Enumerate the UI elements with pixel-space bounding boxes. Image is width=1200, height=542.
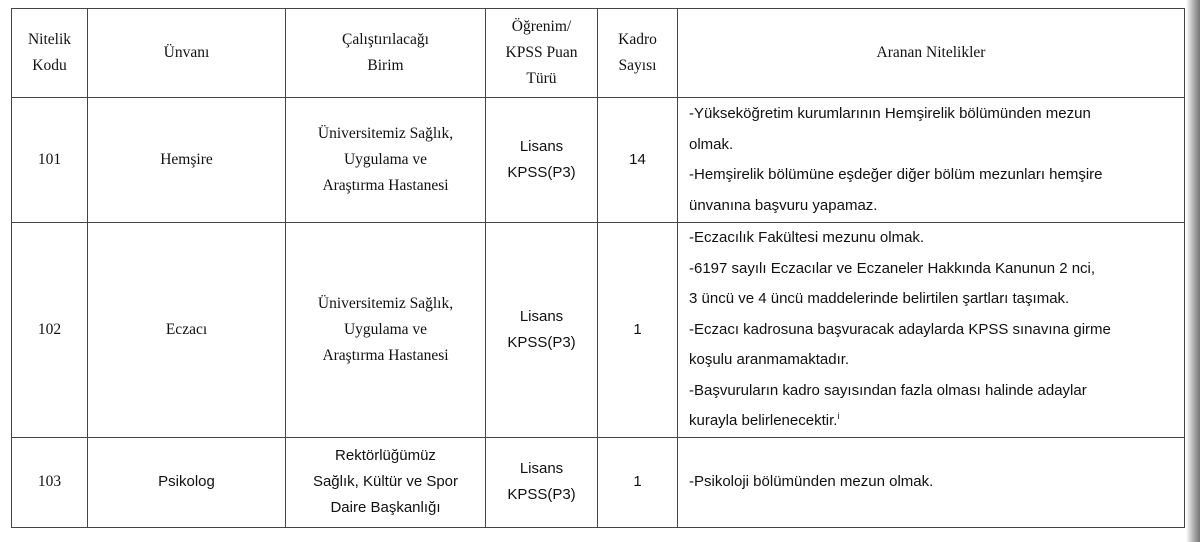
header-education-line: Öğrenim/ — [511, 18, 572, 35]
header-row — [12, 9, 1185, 98]
cell-requirements — [678, 437, 1185, 527]
requirement-text: kurayla belirlenecektir. — [689, 412, 838, 429]
code-text: 103 — [37, 473, 62, 490]
requirement-line: -Yükseköğretim kurumlarının Hemşirelik bölümünden mezun — [689, 105, 1091, 122]
cell-education — [486, 223, 598, 438]
header-unit-line: Çalıştırılacağı — [342, 31, 429, 48]
header-education-line: KPSS Puan — [505, 44, 578, 61]
cell-title — [88, 98, 286, 223]
header-title-text: Ünvanı — [163, 44, 210, 61]
requirement-line: koşulu aranmamaktadır. — [689, 351, 850, 368]
requirement-line: -Başvuruların kadro sayısından fazla olması halinde adaylar — [689, 381, 1087, 399]
header-education-line: Türü — [526, 70, 557, 87]
count-text: 1 — [633, 320, 642, 338]
cell-code — [12, 223, 88, 438]
title-text: Hemşire — [160, 151, 213, 168]
education-line: KPSS(P3) — [507, 164, 576, 181]
unit-line: Üniversitemiz Sağlık, — [317, 294, 454, 312]
education-line: KPSS(P3) — [507, 486, 576, 503]
requirement-line: -Eczacı kadrosuna başvuracak adaylarda KPSS sınavına girme — [689, 320, 1111, 338]
cell-count — [598, 437, 678, 527]
requirement-line: -Eczacılık Fakültesi mezunu olmak. — [689, 229, 925, 246]
requirement-line: olmak. — [689, 135, 734, 153]
unit-line: Uygulama ve — [343, 151, 428, 168]
cell-title — [88, 223, 286, 438]
unit-line: Uygulama ve — [343, 320, 428, 338]
table-row — [12, 98, 1185, 223]
header-count-line: Sayısı — [618, 57, 657, 74]
unit-line: Daire Başkanlığı — [330, 499, 441, 516]
education-line: Lisans — [519, 307, 564, 325]
header-code-line: Nitelik — [27, 31, 72, 48]
cell-education — [486, 437, 598, 527]
header-unit — [286, 9, 486, 98]
cell-unit — [286, 437, 486, 527]
page-edge-shadow — [1186, 0, 1200, 542]
education-line: Lisans — [519, 460, 564, 477]
unit-line: Üniversitemiz Sağlık, — [317, 125, 454, 142]
cell-unit — [286, 98, 486, 223]
unit-line: Rektörlüğümüz — [335, 447, 436, 464]
header-count-line: Kadro — [618, 31, 657, 48]
header-education — [486, 9, 598, 98]
unit-line: Araştırma Hastanesi — [322, 177, 449, 194]
requirement-line: -6197 sayılı Eczacılar ve Eczaneler Hakkında Kanunun 2 nci, — [689, 259, 1096, 277]
header-unit-line: Birim — [367, 57, 404, 74]
footnote-marker[interactable]: i — [837, 411, 840, 421]
count-text: 1 — [633, 473, 642, 490]
header-requirements-text: Aranan Nitelikler — [876, 44, 986, 61]
count-text: 14 — [629, 151, 646, 168]
cell-count — [598, 223, 678, 438]
cell-unit — [286, 223, 486, 438]
unit-line: Sağlık, Kültür ve Spor — [312, 473, 459, 490]
cell-count — [598, 98, 678, 223]
header-title — [88, 9, 286, 98]
code-text: 102 — [37, 320, 62, 338]
table-row — [12, 223, 1185, 438]
unit-line: Araştırma Hastanesi — [322, 346, 449, 364]
requirement-line-with-footnote — [689, 406, 1174, 437]
header-code — [12, 9, 88, 98]
requirement-line: -Psikoloji bölümünden mezun olmak. — [689, 472, 934, 490]
cell-requirements — [678, 223, 1185, 438]
cell-title — [88, 437, 286, 527]
table-row — [12, 437, 1185, 527]
requirement-line: ünvanına başvuru yapamaz. — [689, 196, 878, 214]
education-line: KPSS(P3) — [507, 333, 576, 351]
requirement-line: 3 üncü ve 4 üncü maddelerinde belirtilen şartları taşımak. — [689, 290, 1070, 307]
title-text: Psikolog — [158, 473, 215, 490]
header-requirements — [678, 9, 1185, 98]
header-count — [598, 9, 678, 98]
title-text: Eczacı — [165, 320, 208, 338]
cell-code — [12, 98, 88, 223]
code-text: 101 — [37, 151, 62, 168]
cell-code — [12, 437, 88, 527]
staff-requirements-table — [11, 8, 1185, 528]
education-line: Lisans — [519, 138, 564, 155]
requirement-line: -Hemşirelik bölümüne eşdeğer diğer bölüm mezunları hemşire — [689, 166, 1103, 183]
header-code-line: Kodu — [32, 57, 67, 74]
cell-requirements — [678, 98, 1185, 223]
cell-education — [486, 98, 598, 223]
